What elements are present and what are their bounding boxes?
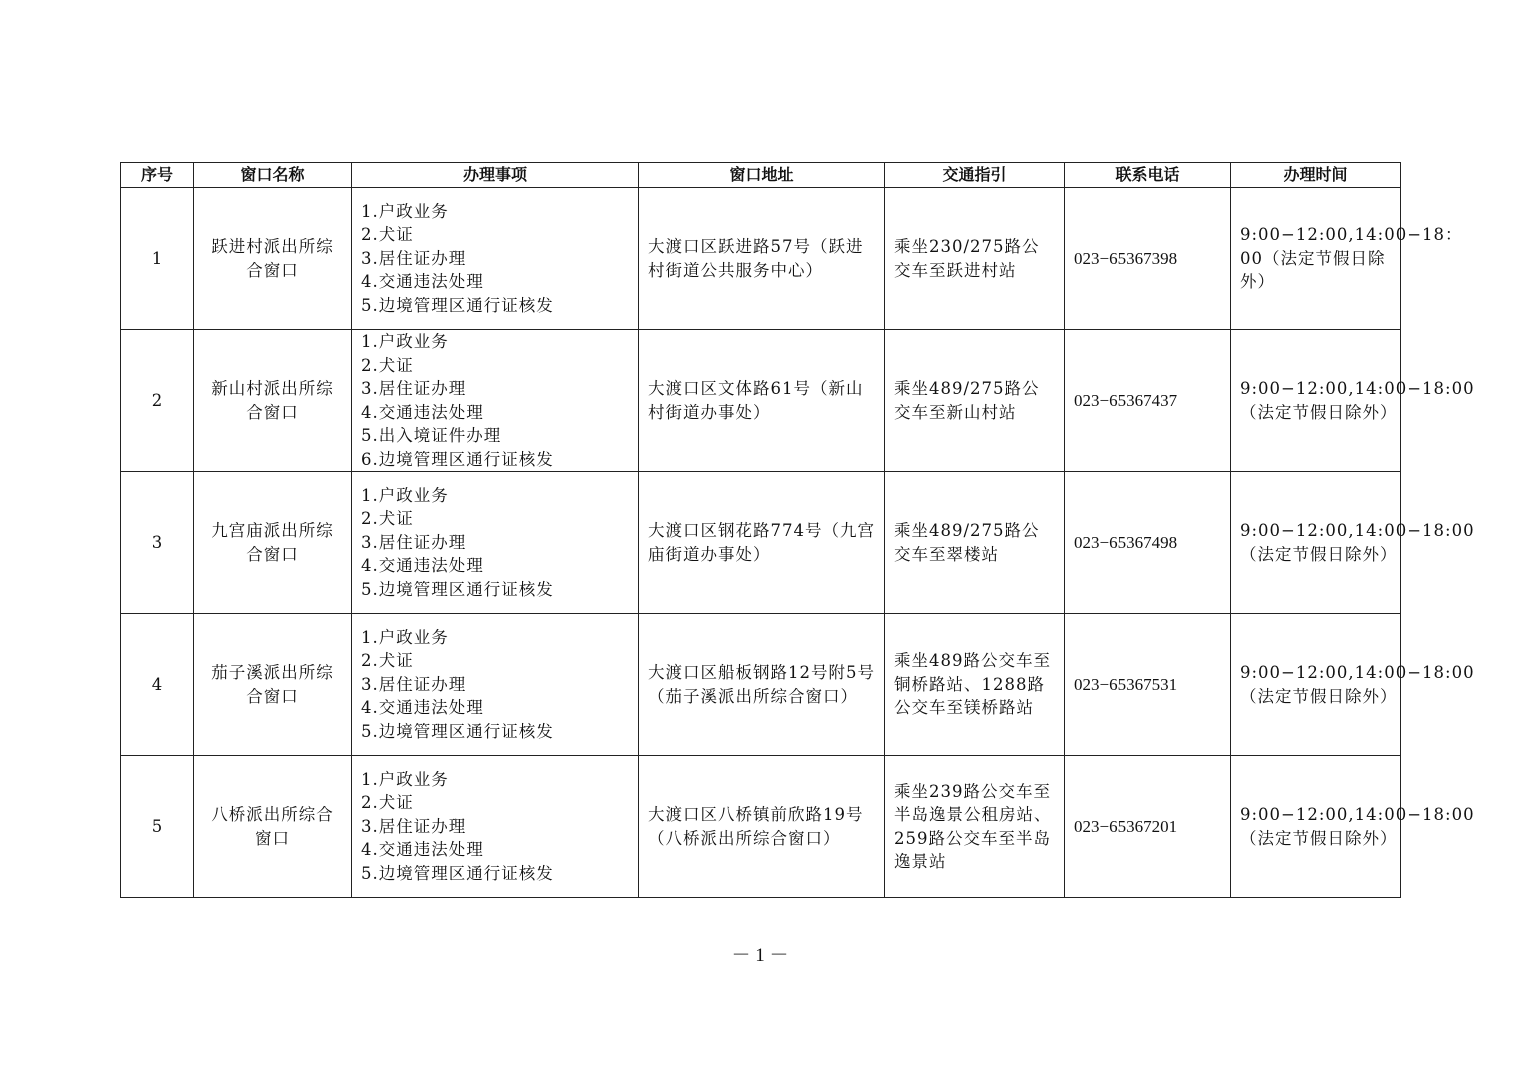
list-item: 5.边境管理区通行证核发	[361, 295, 554, 315]
row-items	[352, 330, 639, 472]
list-item: 3.居住证办理	[361, 532, 467, 552]
row-hours: 9:00−12:00,14:00−18:00（法定节假日除外）	[1231, 756, 1401, 898]
row-hours: 9:00−12:00,14:00−18:00（法定节假日除外）	[1231, 472, 1401, 614]
page-number: － 1 －	[731, 945, 789, 966]
header-hours: 办理时间	[1231, 163, 1401, 188]
list-item: 1.户政业务	[361, 627, 449, 647]
row-window-name: 跃进村派出所综合窗口	[194, 188, 352, 330]
list-item: 4.交通违法处理	[361, 556, 484, 576]
table-row	[121, 188, 1401, 330]
row-window-name: 九宫庙派出所综合窗口	[194, 472, 352, 614]
list-item: 2.犬证	[361, 793, 414, 813]
list-item: 3.居住证办理	[361, 379, 467, 398]
list-item: 5.出入境证件办理	[361, 426, 502, 445]
list-item: 2.犬证	[361, 651, 414, 671]
service-window-table	[120, 162, 1475, 898]
list-item: 1.户政业务	[361, 201, 449, 221]
row-address: 大渡口区钢花路774号（九宫庙街道办事处）	[639, 472, 885, 614]
row-phone: 023−65367398	[1065, 188, 1231, 330]
row-address: 大渡口区八桥镇前欣路19号（八桥派出所综合窗口）	[639, 756, 885, 898]
list-item: 4.交通违法处理	[361, 698, 484, 718]
row-transport: 乘坐230/275路公交车至跃进村站	[885, 188, 1065, 330]
row-window-name: 茄子溪派出所综合窗口	[194, 614, 352, 756]
header-address: 窗口地址	[639, 163, 885, 188]
row-phone: 023−65367531	[1065, 614, 1231, 756]
row-window-name: 新山村派出所综合窗口	[194, 330, 352, 472]
table-row	[121, 472, 1401, 614]
list-item: 6.边境管理区通行证核发	[361, 449, 554, 469]
row-phone: 023−65367498	[1065, 472, 1231, 614]
row-no: 5	[121, 756, 194, 898]
row-phone: 023−65367201	[1065, 756, 1231, 898]
list-item: 1.户政业务	[361, 485, 449, 505]
list-item: 4.交通违法处理	[361, 402, 484, 422]
table-row	[121, 330, 1401, 472]
row-transport: 乘坐489/275路公交车至新山村站	[885, 330, 1065, 472]
row-phone: 023−65367437	[1065, 330, 1231, 472]
row-hours: 9:00−12:00,14:00−18:00（法定节假日除外）	[1231, 614, 1401, 756]
row-hours: 9:00−12:00,14:00−18：00（法定节假日除外）	[1231, 188, 1401, 330]
list-item: 4.交通违法处理	[361, 272, 484, 292]
list-item: 1.户政业务	[361, 769, 449, 789]
row-no: 4	[121, 614, 194, 756]
header-transport: 交通指引	[885, 163, 1065, 188]
list-item: 4.交通违法处理	[361, 840, 484, 860]
row-items	[352, 756, 639, 898]
list-item: 5.边境管理区通行证核发	[361, 579, 554, 599]
row-no: 3	[121, 472, 194, 614]
list-item: 3.居住证办理	[361, 816, 467, 836]
table-row	[121, 614, 1401, 756]
row-transport: 乘坐239路公交车至半岛逸景公租房站、259路公交车至半岛逸景站	[885, 756, 1065, 898]
row-items	[352, 188, 639, 330]
row-address: 大渡口区文体路61号（新山村街道办事处）	[639, 330, 885, 472]
list-item: 2.犬证	[361, 509, 414, 529]
header-items: 办理事项	[352, 163, 639, 188]
row-no: 1	[121, 188, 194, 330]
row-items	[352, 614, 639, 756]
row-transport: 乘坐489路公交车至铜桥路站、1288路公交车至镁桥路站	[885, 614, 1065, 756]
row-address: 大渡口区跃进路57号（跃进村街道公共服务中心）	[639, 188, 885, 330]
row-transport: 乘坐489/275路公交车至翠楼站	[885, 472, 1065, 614]
list-item: 3.居住证办理	[361, 248, 467, 268]
header-phone: 联系电话	[1065, 163, 1231, 188]
row-window-name: 八桥派出所综合窗口	[194, 756, 352, 898]
list-item: 2.犬证	[361, 355, 414, 375]
list-item: 3.居住证办理	[361, 674, 467, 694]
row-no: 2	[121, 330, 194, 472]
list-item: 5.边境管理区通行证核发	[361, 721, 554, 741]
list-item: 5.边境管理区通行证核发	[361, 863, 554, 883]
row-items	[352, 472, 639, 614]
table-header-row	[121, 163, 1401, 188]
header-no: 序号	[121, 163, 194, 188]
list-item: 1.户政业务	[361, 332, 449, 351]
row-hours: 9:00−12:00,14:00−18:00（法定节假日除外）	[1231, 330, 1401, 472]
table-row	[121, 756, 1401, 898]
header-window-name: 窗口名称	[194, 163, 352, 188]
row-address: 大渡口区船板钢路12号附5号（茄子溪派出所综合窗口）	[639, 614, 885, 756]
list-item: 2.犬证	[361, 225, 414, 245]
